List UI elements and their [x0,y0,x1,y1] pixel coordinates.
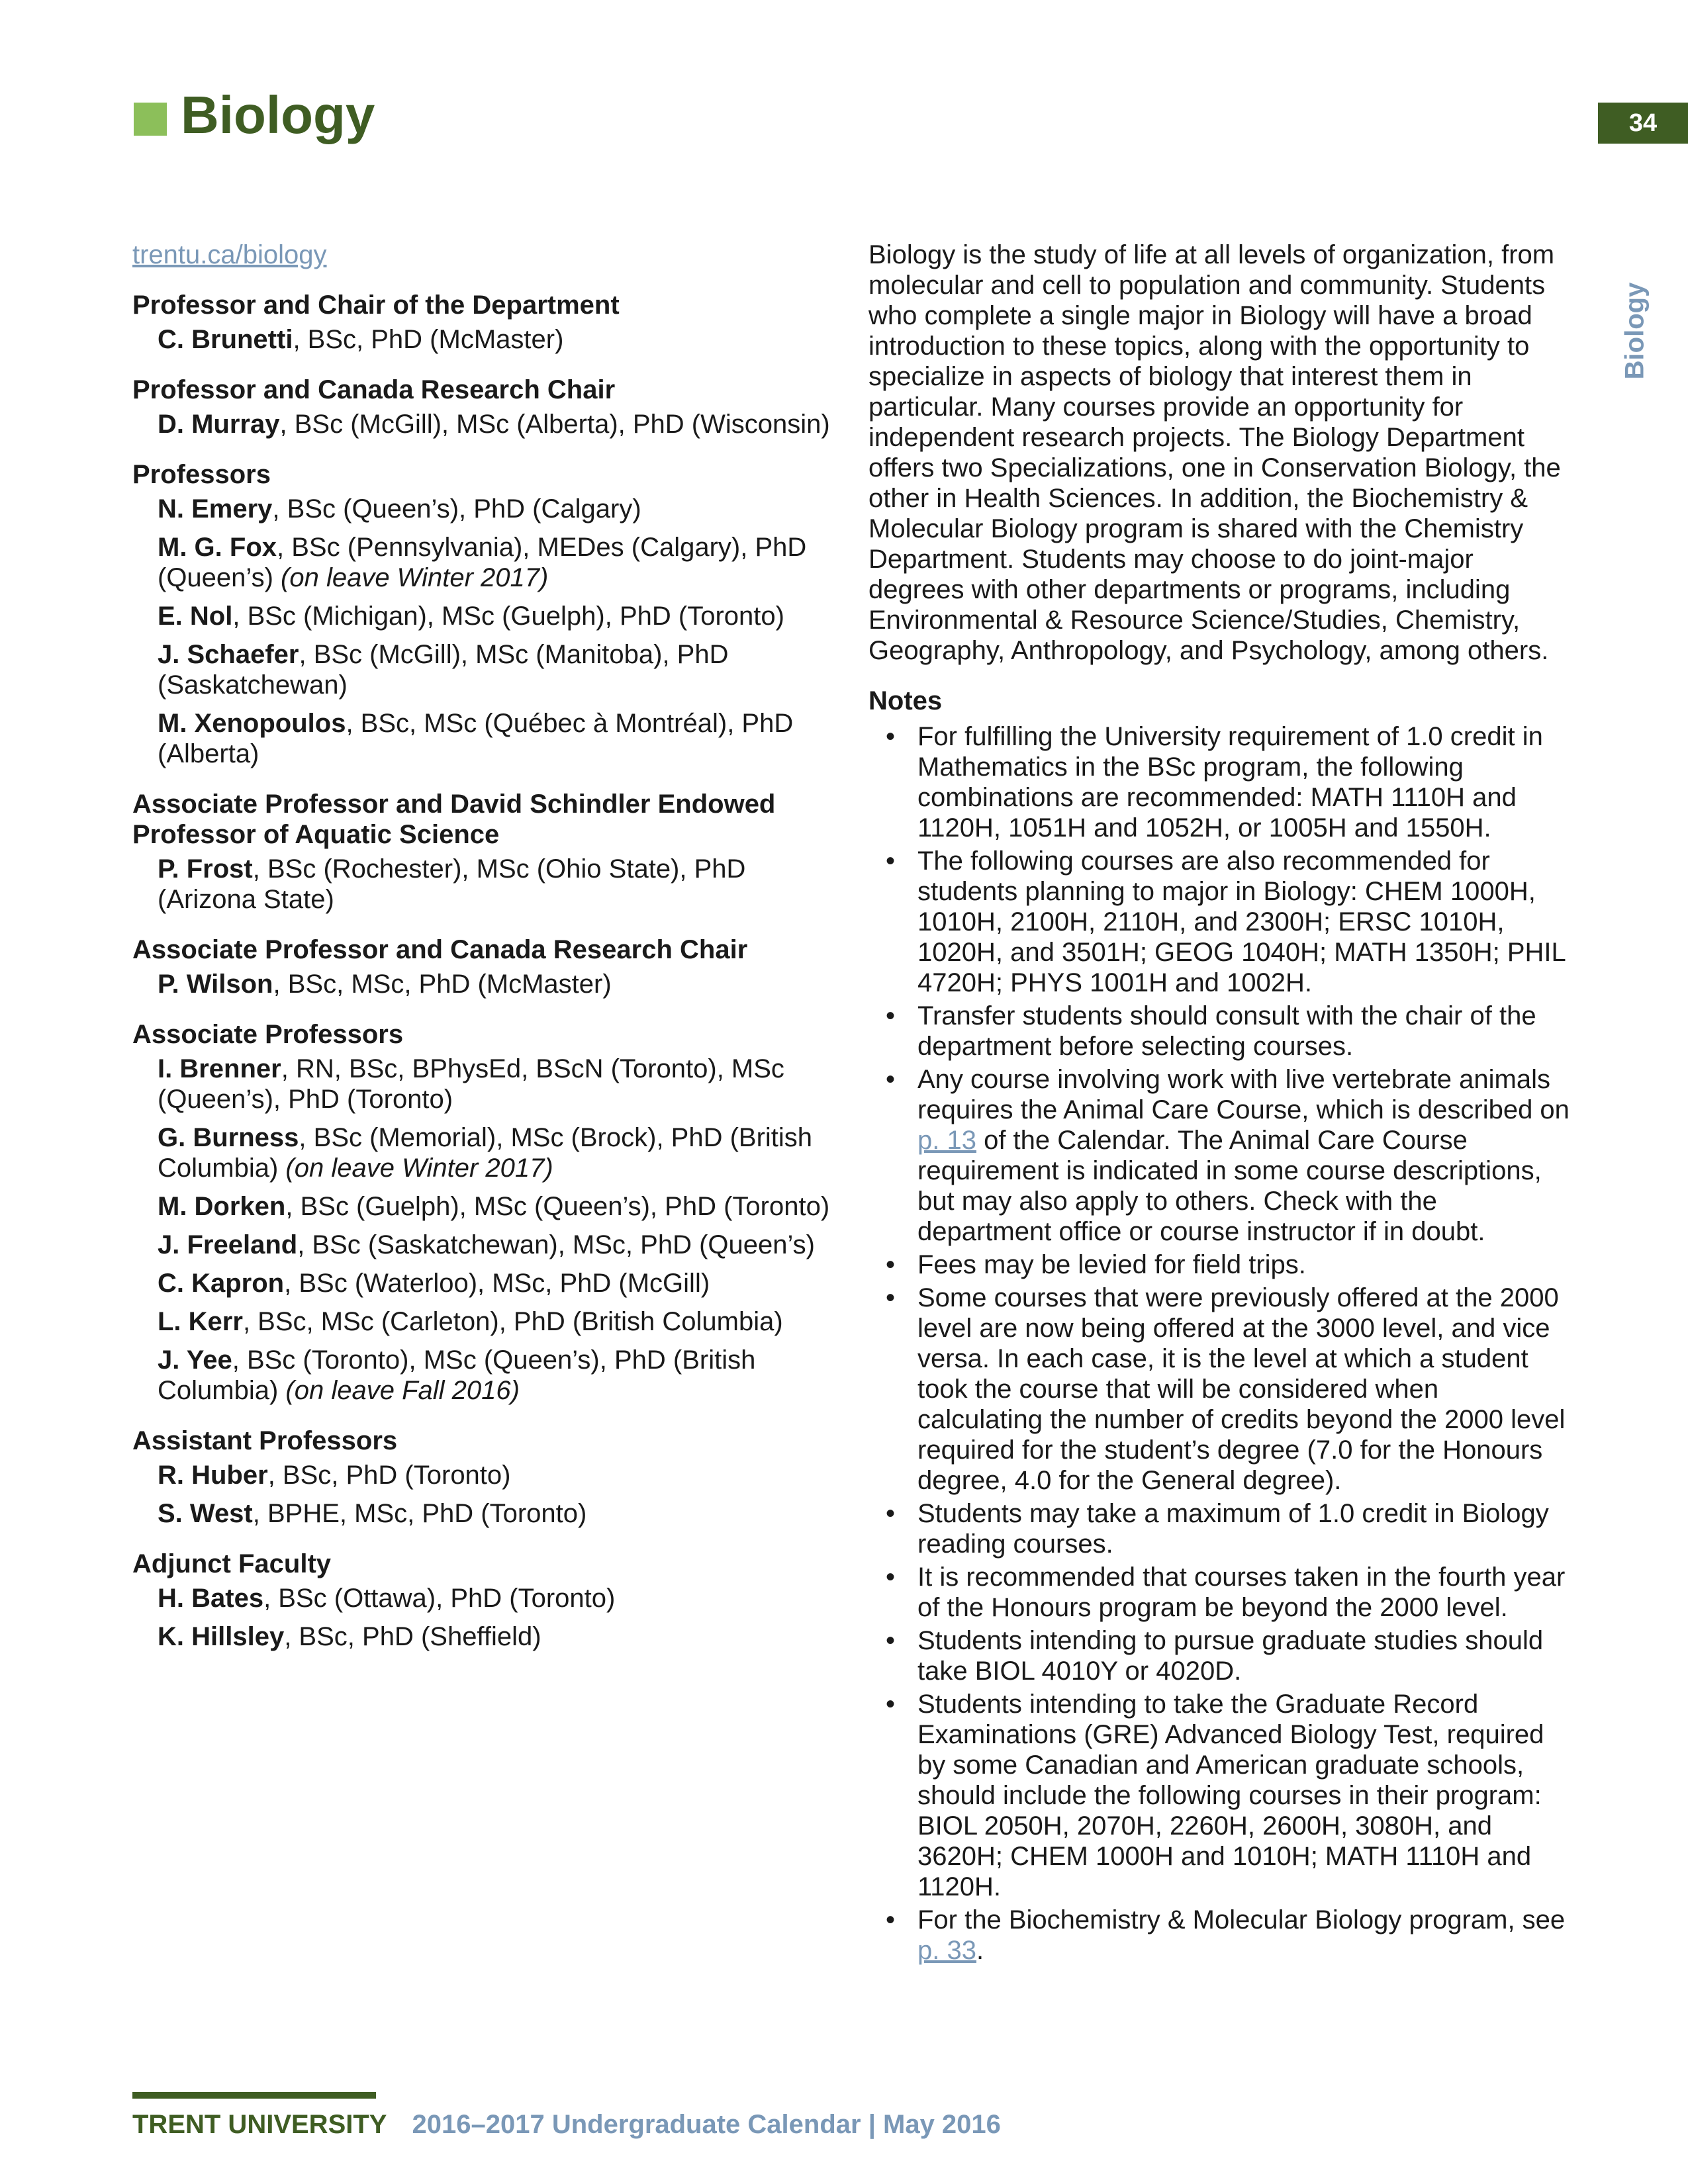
section-heading: Adjunct Faculty [132,1549,332,1578]
faculty-member: E. Nol, BSc (Michigan), MSc (Guelph), PhD (Toronto) [158,602,784,631]
section-heading: Professors [132,460,271,489]
section-heading: Professor and Chair of the Department [132,291,620,320]
faculty-section [132,1019,834,1406]
footer-rule [132,2092,376,2099]
section-heading: Associate Professors [132,1020,404,1049]
faculty-member: N. Emery, BSc (Queen’s), PhD (Calgary) [158,494,641,523]
section-heading: Assistant Professors [132,1426,398,1455]
faculty-member: D. Murray, BSc (McGill), MSc (Alberta), PhD (Wisconsin) [158,410,830,439]
faculty-member: R. Huber, BSc, PhD (Toronto) [158,1461,511,1490]
faculty-member: J. Schaefer, BSc (McGill), MSc (Manitoba), PhD (Saskatchewan) [158,640,729,700]
faculty-section [132,375,834,439]
footer [132,2110,1001,2140]
faculty-member: S. West, BPHE, MSc, PhD (Toronto) [158,1499,587,1528]
side-section-label [1615,265,1655,397]
page-number: 34 [1598,103,1688,144]
faculty-member: C. Brunetti, BSc, PhD (McMaster) [158,325,564,354]
faculty-member: C. Kapron, BSc (Waterloo), MSc, PhD (McGill) [158,1269,710,1298]
note-item: • Some courses that were previously offered at the 2000 level are now being offered at the 3000 level, and vice versa. In each case, it is the level at which a student took the course that will be considered when calculating the number of credits beyond the 2000 level required for the student’s degree (7.0 for the Honours degree, 4.0 for the General degree). [868,1283,1570,1496]
title-square-icon [134,103,167,136]
note-item: • The following courses are also recommended for students planning to major in Biology: CHEM 1000H, 1010H, 2100H, 2110H, and 2300H; ERSC 1010H, 1020H, and 3501H; GEOG 1040H; MATH 1350H; PHIL 4720H; PHYS 1001H and 1002H. [868,846,1570,998]
faculty-section [132,789,834,915]
faculty-member: H. Bates, BSc (Ottawa), PhD (Toronto) [158,1584,616,1613]
note-item: • For fulfilling the University requirement of 1.0 credit in Mathematics in the BSc program, the following combinations are recommended: MATH 1110H and 1120H, 1051H and 1052H, or 1005H and 1550H. [868,721,1570,843]
page-13-link[interactable]: p. 13 [917,1126,976,1155]
faculty-member: K. Hillsley, BSc, PhD (Sheffield) [158,1622,541,1651]
note-item: • Students may take a maximum of 1.0 credit in Biology reading courses. [868,1498,1570,1559]
note-item: • Students intending to pursue graduate studies should take BIOL 4010Y or 4020D. [868,1625,1570,1686]
note-item: • For the Biochemistry & Molecular Biology program, see p. 33. [868,1905,1570,1966]
footer-calendar: 2016–2017 Undergraduate Calendar | May 2016 [412,2110,1001,2139]
notes-heading: Notes [868,686,943,715]
faculty-section [132,1549,834,1652]
faculty-member: M. Xenopoulos, BSc, MSc (Québec à Montréal), PhD (Alberta) [158,709,794,768]
leave-note: (on leave Fall 2016) [285,1376,520,1405]
page-title: Biology [181,85,375,144]
faculty-section [132,1426,834,1529]
faculty-section [132,459,834,769]
side-section-label-text: Biology [1620,282,1650,380]
notes-list [868,721,1570,1966]
page-33-link[interactable]: p. 33 [917,1936,976,1965]
faculty-column [132,240,834,1652]
faculty-member: P. Wilson, BSc, MSc, PhD (McMaster) [158,970,612,999]
faculty-member: P. Frost, BSc (Rochester), MSc (Ohio State), PhD (Arizona State) [158,854,746,914]
section-heading: Associate Professor and David Schindler Endowed Professor of Aquatic Science [132,790,776,849]
note-item: • Fees may be levied for field trips. [868,1250,1570,1280]
note-item: • Transfer students should consult with the chair of the department before selecting courses. [868,1001,1570,1062]
section-heading: Professor and Canada Research Chair [132,375,616,404]
faculty-section [132,934,834,999]
note-item: • Students intending to take the Graduate Record Examinations (GRE) Advanced Biology Test, required by some Canadian and American graduate schools, should include the following courses in their program: BIOL 2050H, 2070H, 2260H, 2600H, 3080H, and 3620H; CHEM 1000H and 1010H; MATH 1110H and 1120H. [868,1689,1570,1902]
faculty-member: L. Kerr, BSc, MSc (Carleton), PhD (British Columbia) [158,1307,783,1336]
faculty-member: M. G. Fox, BSc (Pennsylvania), MEDes (Calgary), PhD (Queen’s) (on leave Winter 2017) [158,533,807,592]
program-intro: Biology is the study of life at all levels of organization, from molecular and cell to population and community. Students who complete a single major in Biology will have a broad introduction to these topics, along with the opportunity to specialize in aspects of biology that interest them in particular. Many courses provide an opportunity for independent research projects. The Biology Department offers two Specializations, one in Conservation Biology, the other in Health Sciences. In addition, the Biochemistry & Molecular Biology program is shared with the Chemistry Department. Students may choose to do joint-major degrees with other departments or programs, including Environmental & Resource Science/Studies, Chemistry, Geography, Anthropology, and Psychology, among others. [868,240,1561,665]
faculty-member: G. Burness, BSc (Memorial), MSc (Brock), PhD (British Columbia) (on leave Winter 2017) [158,1123,813,1183]
note-item: • Any course involving work with live vertebrate animals requires the Animal Care Course, which is described on p. 13 of the Calendar. The Animal Care Course requirement is indicated in some course descriptions, but may also apply to others. Check with the department office or course instructor if in doubt. [868,1064,1570,1247]
leave-note: (on leave Winter 2017) [285,1154,553,1183]
footer-university: TRENT UNIVERSITY [132,2110,387,2139]
department-website-link[interactable]: trentu.ca/biology [132,240,327,269]
faculty-member: J. Yee, BSc (Toronto), MSc (Queen’s), PhD (British Columbia) (on leave Fall 2016) [158,1345,756,1405]
note-item: • It is recommended that courses taken in the fourth year of the Honours program be beyond the 2000 level. [868,1562,1570,1623]
faculty-section [132,290,834,355]
program-info-column [868,240,1570,1968]
leave-note: (on leave Winter 2017) [281,563,549,592]
faculty-member: J. Freeland, BSc (Saskatchewan), MSc, PhD (Queen’s) [158,1230,815,1259]
faculty-member: I. Brenner, RN, BSc, BPhysEd, BScN (Toronto), MSc (Queen’s), PhD (Toronto) [158,1054,784,1114]
faculty-member: M. Dorken, BSc (Guelph), MSc (Queen’s), PhD (Toronto) [158,1192,830,1221]
section-heading: Associate Professor and Canada Research Chair [132,935,748,964]
